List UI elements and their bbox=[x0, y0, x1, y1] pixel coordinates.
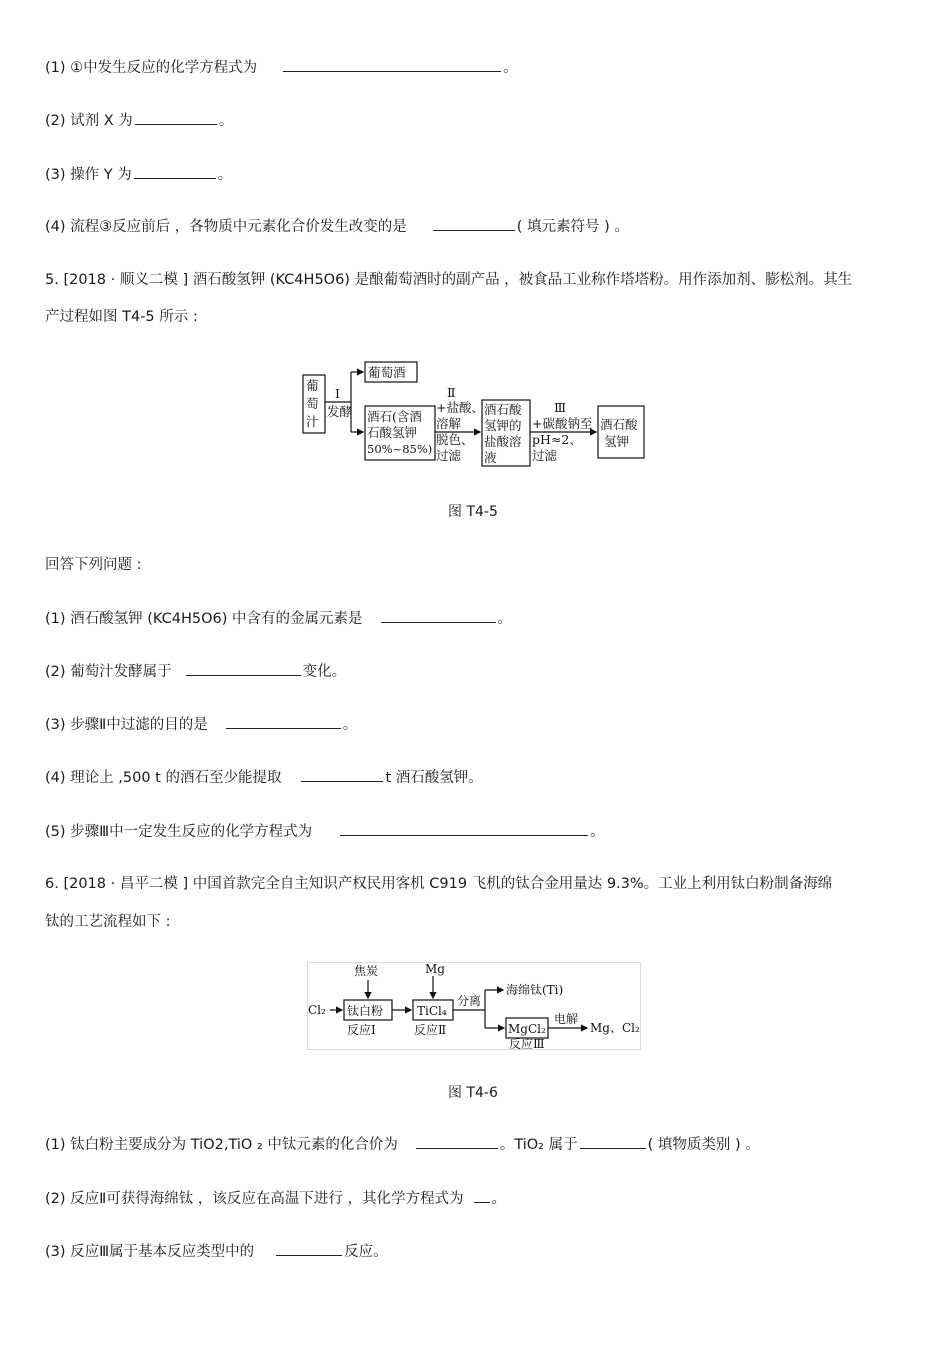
label-step3-2: pH≈2、 bbox=[532, 432, 582, 447]
answer-blank[interactable] bbox=[134, 164, 216, 179]
label-solution-1: 酒石酸 bbox=[484, 402, 522, 417]
answer-blank[interactable] bbox=[283, 57, 501, 72]
figure-caption-t4-5: 图 T4-5 bbox=[448, 504, 498, 520]
label-reaction-2: 反应Ⅱ bbox=[414, 1023, 447, 1037]
label-coke: 焦炭 bbox=[354, 964, 379, 978]
label-step1-text: 发酵 bbox=[327, 404, 353, 419]
q5-line-1: (1) 酒石酸氢钾 (KC4H5O6) 中含有的金属元素是 。 bbox=[45, 608, 512, 629]
answer-blank[interactable] bbox=[301, 767, 383, 782]
answer-blank[interactable] bbox=[416, 1134, 498, 1149]
q5-intro-line-1: 5. [2018 · 顺义二模 ] 酒石酸氢钾 (KC4H5O6) 是酿葡萄酒时的副产品 ，被食品工业称作塔塔粉。用作添加剂、膨松剂。其生 bbox=[45, 272, 853, 288]
label-step3-num: Ⅲ bbox=[554, 400, 567, 415]
q4-line-2: (2) 试剂 X 为 。 bbox=[45, 110, 233, 131]
label-cl2: Cl₂ bbox=[308, 1003, 326, 1017]
answer-blank[interactable] bbox=[381, 608, 496, 623]
label-step2-2: 溶解 bbox=[436, 416, 462, 431]
label-step2-3: 脱色、 bbox=[436, 432, 474, 447]
label-step2-4: 过滤 bbox=[436, 448, 462, 463]
label-step3-1: +碳酸钠至 bbox=[532, 416, 593, 431]
figure-t4-6 bbox=[307, 962, 641, 1050]
label-step1-num: I bbox=[335, 386, 340, 401]
q5-line-3: (3) 步骤Ⅱ中过滤的目的是 。 bbox=[45, 714, 357, 735]
q4-line-4: (4) 流程③反应前后 ，各物质中元素化合价发生改变的是 ( 填元素符号 ) 。 bbox=[45, 216, 629, 237]
label-step3-3: 过滤 bbox=[532, 448, 558, 463]
label-tartar-1: 酒石(含酒 bbox=[367, 409, 422, 424]
label-solution-4: 液 bbox=[484, 450, 497, 465]
figure-caption-t4-6: 图 T4-6 bbox=[448, 1085, 498, 1101]
q4-line-3: (3) 操作 Y 为 。 bbox=[45, 164, 232, 185]
q6-line-3: (3) 反应Ⅲ属于基本反应类型中的 反应。 bbox=[45, 1241, 388, 1262]
label-wine: 葡萄酒 bbox=[368, 365, 406, 380]
label-separate: 分离 bbox=[457, 994, 482, 1008]
label-solution-3: 盐酸溶 bbox=[484, 434, 522, 449]
label-output: Mg、Cl₂ bbox=[590, 1021, 640, 1035]
label-juice-2: 萄 bbox=[306, 396, 319, 411]
answer-blank[interactable] bbox=[340, 821, 588, 836]
q6-line-2: (2) 反应Ⅱ可获得海绵钛 ，该反应在高温下进行 ，其化学方程式为 。 bbox=[45, 1188, 506, 1209]
label-sponge-ti: 海绵钛(Ti) bbox=[506, 983, 564, 997]
answer-blank[interactable] bbox=[226, 714, 341, 729]
label-step2-1: +盐酸、 bbox=[436, 400, 484, 415]
q5-prompt: 回答下列问题 : bbox=[45, 557, 142, 573]
answer-blank[interactable] bbox=[474, 1188, 490, 1203]
label-titanium-white: 钛白粉 bbox=[347, 1004, 384, 1018]
label-tartar-3: 50%~85%) bbox=[367, 442, 433, 456]
q6-intro-line-2: 钛的工艺流程如下 : bbox=[45, 914, 171, 930]
q6-intro-line-1: 6. [2018 · 昌平二模 ] 中国首款完全自主知识产权民用客机 C919 飞机的钛合金用量达 9.3%。工业上利用钛白粉制备海绵 bbox=[45, 876, 833, 892]
answer-blank[interactable] bbox=[580, 1134, 646, 1149]
answer-blank[interactable] bbox=[276, 1241, 342, 1256]
q5-intro-line-2: 产过程如图 T4-5 所示 : bbox=[45, 309, 198, 325]
answer-blank[interactable] bbox=[135, 110, 217, 125]
box-product bbox=[598, 406, 644, 458]
q4-line-1: (1) ①中发生反应的化学方程式为 。 bbox=[45, 57, 518, 78]
label-product-1: 酒石酸 bbox=[600, 417, 638, 432]
label-ticl4: TiCl₄ bbox=[417, 1004, 447, 1018]
q5-line-4: (4) 理论上 ,500 t 的酒石至少能提取 t 酒石酸氢钾。 bbox=[45, 767, 483, 788]
q5-line-2: (2) 葡萄汁发酵属于 变化。 bbox=[45, 661, 346, 682]
label-step2-num: Ⅱ bbox=[447, 385, 456, 400]
label-juice-3: 汁 bbox=[306, 414, 319, 429]
label-mgcl2: MgCl₂ bbox=[508, 1022, 546, 1036]
q5-line-5: (5) 步骤Ⅲ中一定发生反应的化学方程式为 。 bbox=[45, 821, 605, 842]
label-reaction-3: 反应Ⅲ bbox=[509, 1037, 545, 1050]
label-electrolysis: 电解 bbox=[554, 1012, 579, 1026]
answer-blank[interactable] bbox=[433, 216, 515, 231]
label-mg: Mg bbox=[425, 962, 445, 976]
figure-t4-5 bbox=[302, 360, 646, 468]
label-reaction-1: 反应Ⅰ bbox=[347, 1023, 376, 1037]
label-tartar-2: 石酸氢钾 bbox=[367, 425, 418, 440]
label-product-2: 氢钾 bbox=[604, 434, 630, 449]
label-solution-2: 氢钾的 bbox=[484, 418, 522, 433]
answer-blank[interactable] bbox=[186, 661, 301, 676]
q6-line-1: (1) 钛白粉主要成分为 TiO2,TiO ₂ 中钛元素的化合价为 。TiO₂ 属于 ( 填物质类别 ) 。 bbox=[45, 1134, 760, 1155]
label-juice-1: 葡 bbox=[306, 378, 319, 393]
